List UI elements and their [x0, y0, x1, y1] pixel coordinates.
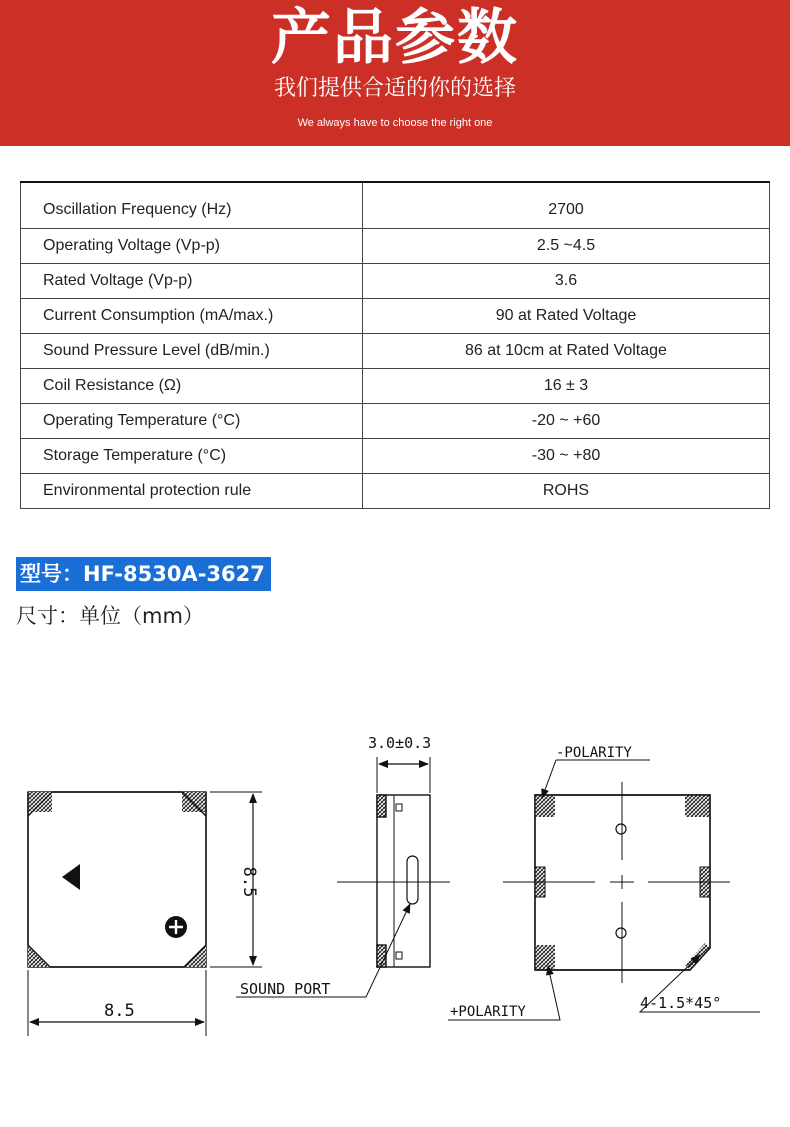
table-row: [21, 333, 770, 368]
spec-label: Operating Voltage (Vp-p): [21, 228, 363, 263]
thickness-dimension: 3.0±0.3: [368, 734, 432, 752]
page-subtitle: 我们提供合适的你的选择: [273, 76, 516, 101]
model-number: 型号：HF-8530A-3627: [16, 557, 271, 591]
chamfer-label: 4-1.5*45°: [640, 994, 722, 1012]
spec-label: Oscillation Frequency (Hz): [21, 182, 363, 228]
page-tagline: We always have to choose the right one: [297, 117, 493, 129]
spec-value: -30 ~ +80: [363, 438, 770, 473]
spec-label: Current Consumption (mA/max.): [21, 298, 363, 333]
spec-value: 2700: [363, 182, 770, 228]
width-dimension: 8.5: [104, 1001, 135, 1021]
spec-value: 16 ± 3: [363, 368, 770, 403]
table-row: [21, 228, 770, 263]
spec-label: Sound Pressure Level (dB/min.): [21, 333, 363, 368]
table-row: [21, 182, 770, 228]
sound-port-label: SOUND PORT: [240, 980, 331, 998]
pos-polarity-label: +POLARITY: [450, 1004, 526, 1020]
spec-value: 90 at Rated Voltage: [363, 298, 770, 333]
table-row: [21, 298, 770, 333]
spec-label: Rated Voltage (Vp-p): [21, 263, 363, 298]
spec-label: Environmental protection rule: [21, 473, 363, 508]
spec-value: -20 ~ +60: [363, 403, 770, 438]
neg-polarity-label: -POLARITY: [556, 745, 632, 761]
bottom-view: [448, 760, 760, 1020]
unit-note: 尺寸：单位（mm）: [16, 604, 204, 628]
header-banner: [0, 0, 790, 146]
spec-value: 86 at 10cm at Rated Voltage: [363, 333, 770, 368]
dimension-drawing: [0, 720, 790, 1060]
table-row: [21, 403, 770, 438]
spec-label: Coil Resistance (Ω): [21, 368, 363, 403]
spec-value: 2.5 ~4.5: [363, 228, 770, 263]
table-row: [21, 438, 770, 473]
table-row: [21, 368, 770, 403]
spec-label: Storage Temperature (°C): [21, 438, 363, 473]
spec-label: Operating Temperature (°C): [21, 403, 363, 438]
spec-value: 3.6: [363, 263, 770, 298]
spec-table: [20, 181, 770, 509]
top-view: [28, 792, 262, 1036]
table-row: [21, 473, 770, 508]
page-title: 产品参数: [271, 3, 519, 73]
spec-value: ROHS: [363, 473, 770, 508]
table-row: [21, 263, 770, 298]
height-dimension: 8.5: [239, 866, 259, 898]
side-view: [236, 757, 450, 997]
